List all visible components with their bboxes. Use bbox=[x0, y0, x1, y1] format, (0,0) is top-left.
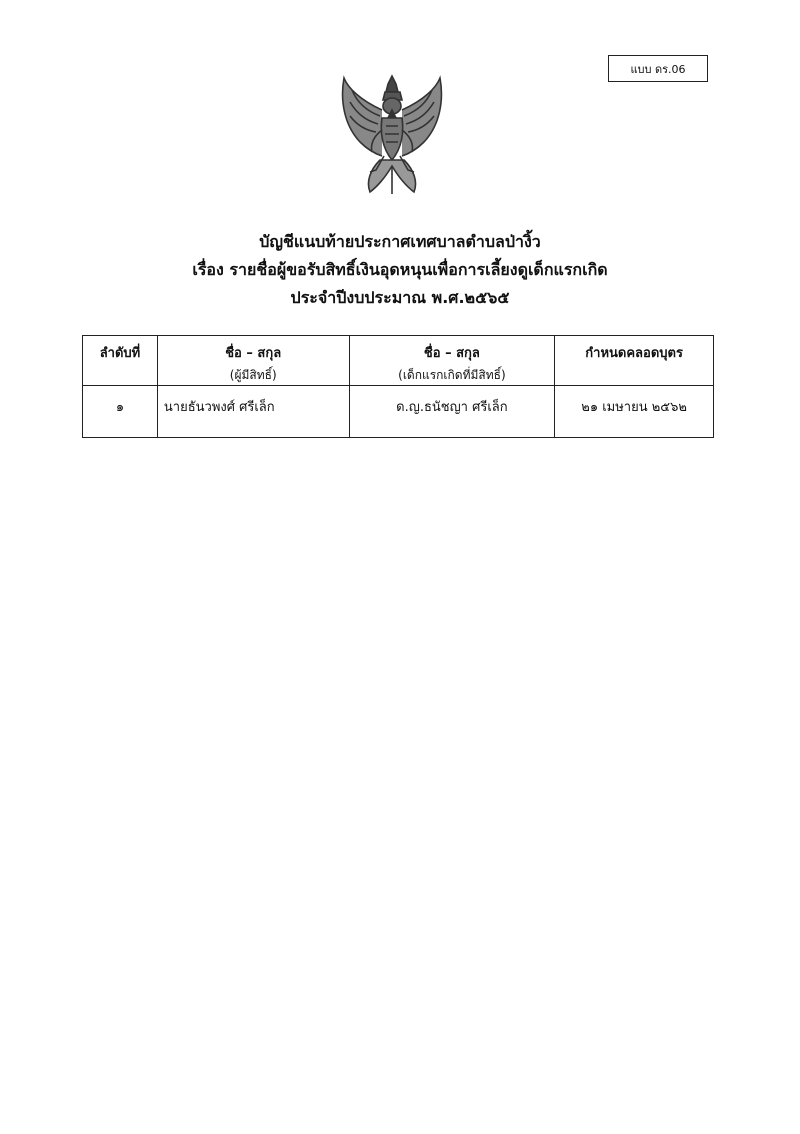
header-due-date bbox=[555, 336, 714, 386]
cell-applicant: นายธันวพงศ์ ศรีเล็ก bbox=[157, 386, 349, 438]
header-due-date-label: กำหนดคลอดบุตร bbox=[585, 346, 683, 361]
title-line-3: ประจำปีงบประมาณ พ.ศ.๒๕๖๕ bbox=[290, 288, 510, 307]
header-child-label: ชื่อ – สกุล bbox=[423, 346, 480, 361]
header-applicant bbox=[157, 336, 349, 386]
cell-child: ด.ญ.ธนัชญา ศรีเล็ก bbox=[349, 386, 555, 438]
header-child bbox=[349, 336, 555, 386]
header-child-sub: (เด็กแรกเกิดที่มีสิทธิ์) bbox=[398, 368, 506, 382]
cell-no: ๑ bbox=[83, 386, 158, 438]
beneficiary-table bbox=[82, 335, 714, 438]
form-code-box bbox=[608, 55, 708, 82]
cell-due-date: ๒๑ เมษายน ๒๕๖๒ bbox=[555, 386, 714, 438]
header-no bbox=[83, 336, 158, 386]
form-code-label: แบบ ดร.06 bbox=[630, 62, 686, 76]
table-header-row bbox=[83, 336, 714, 386]
table-row bbox=[83, 386, 714, 438]
garuda-emblem-icon bbox=[330, 70, 455, 198]
header-applicant-sub: (ผู้มีสิทธิ์) bbox=[229, 368, 277, 382]
header-no-label: ลำดับที่ bbox=[99, 346, 141, 361]
title-line-2: เรื่อง รายชื่อผู้ขอรับสิทธิ์เงินอุดหนุนเพื่อการเลี้ยงดูเด็กแรกเกิด bbox=[192, 260, 608, 279]
header-applicant-label: ชื่อ – สกุล bbox=[225, 346, 282, 361]
title-line-1: บัญชีแนบท้ายประกาศเทศบาลตำบลป่างิ้ว bbox=[259, 232, 541, 251]
